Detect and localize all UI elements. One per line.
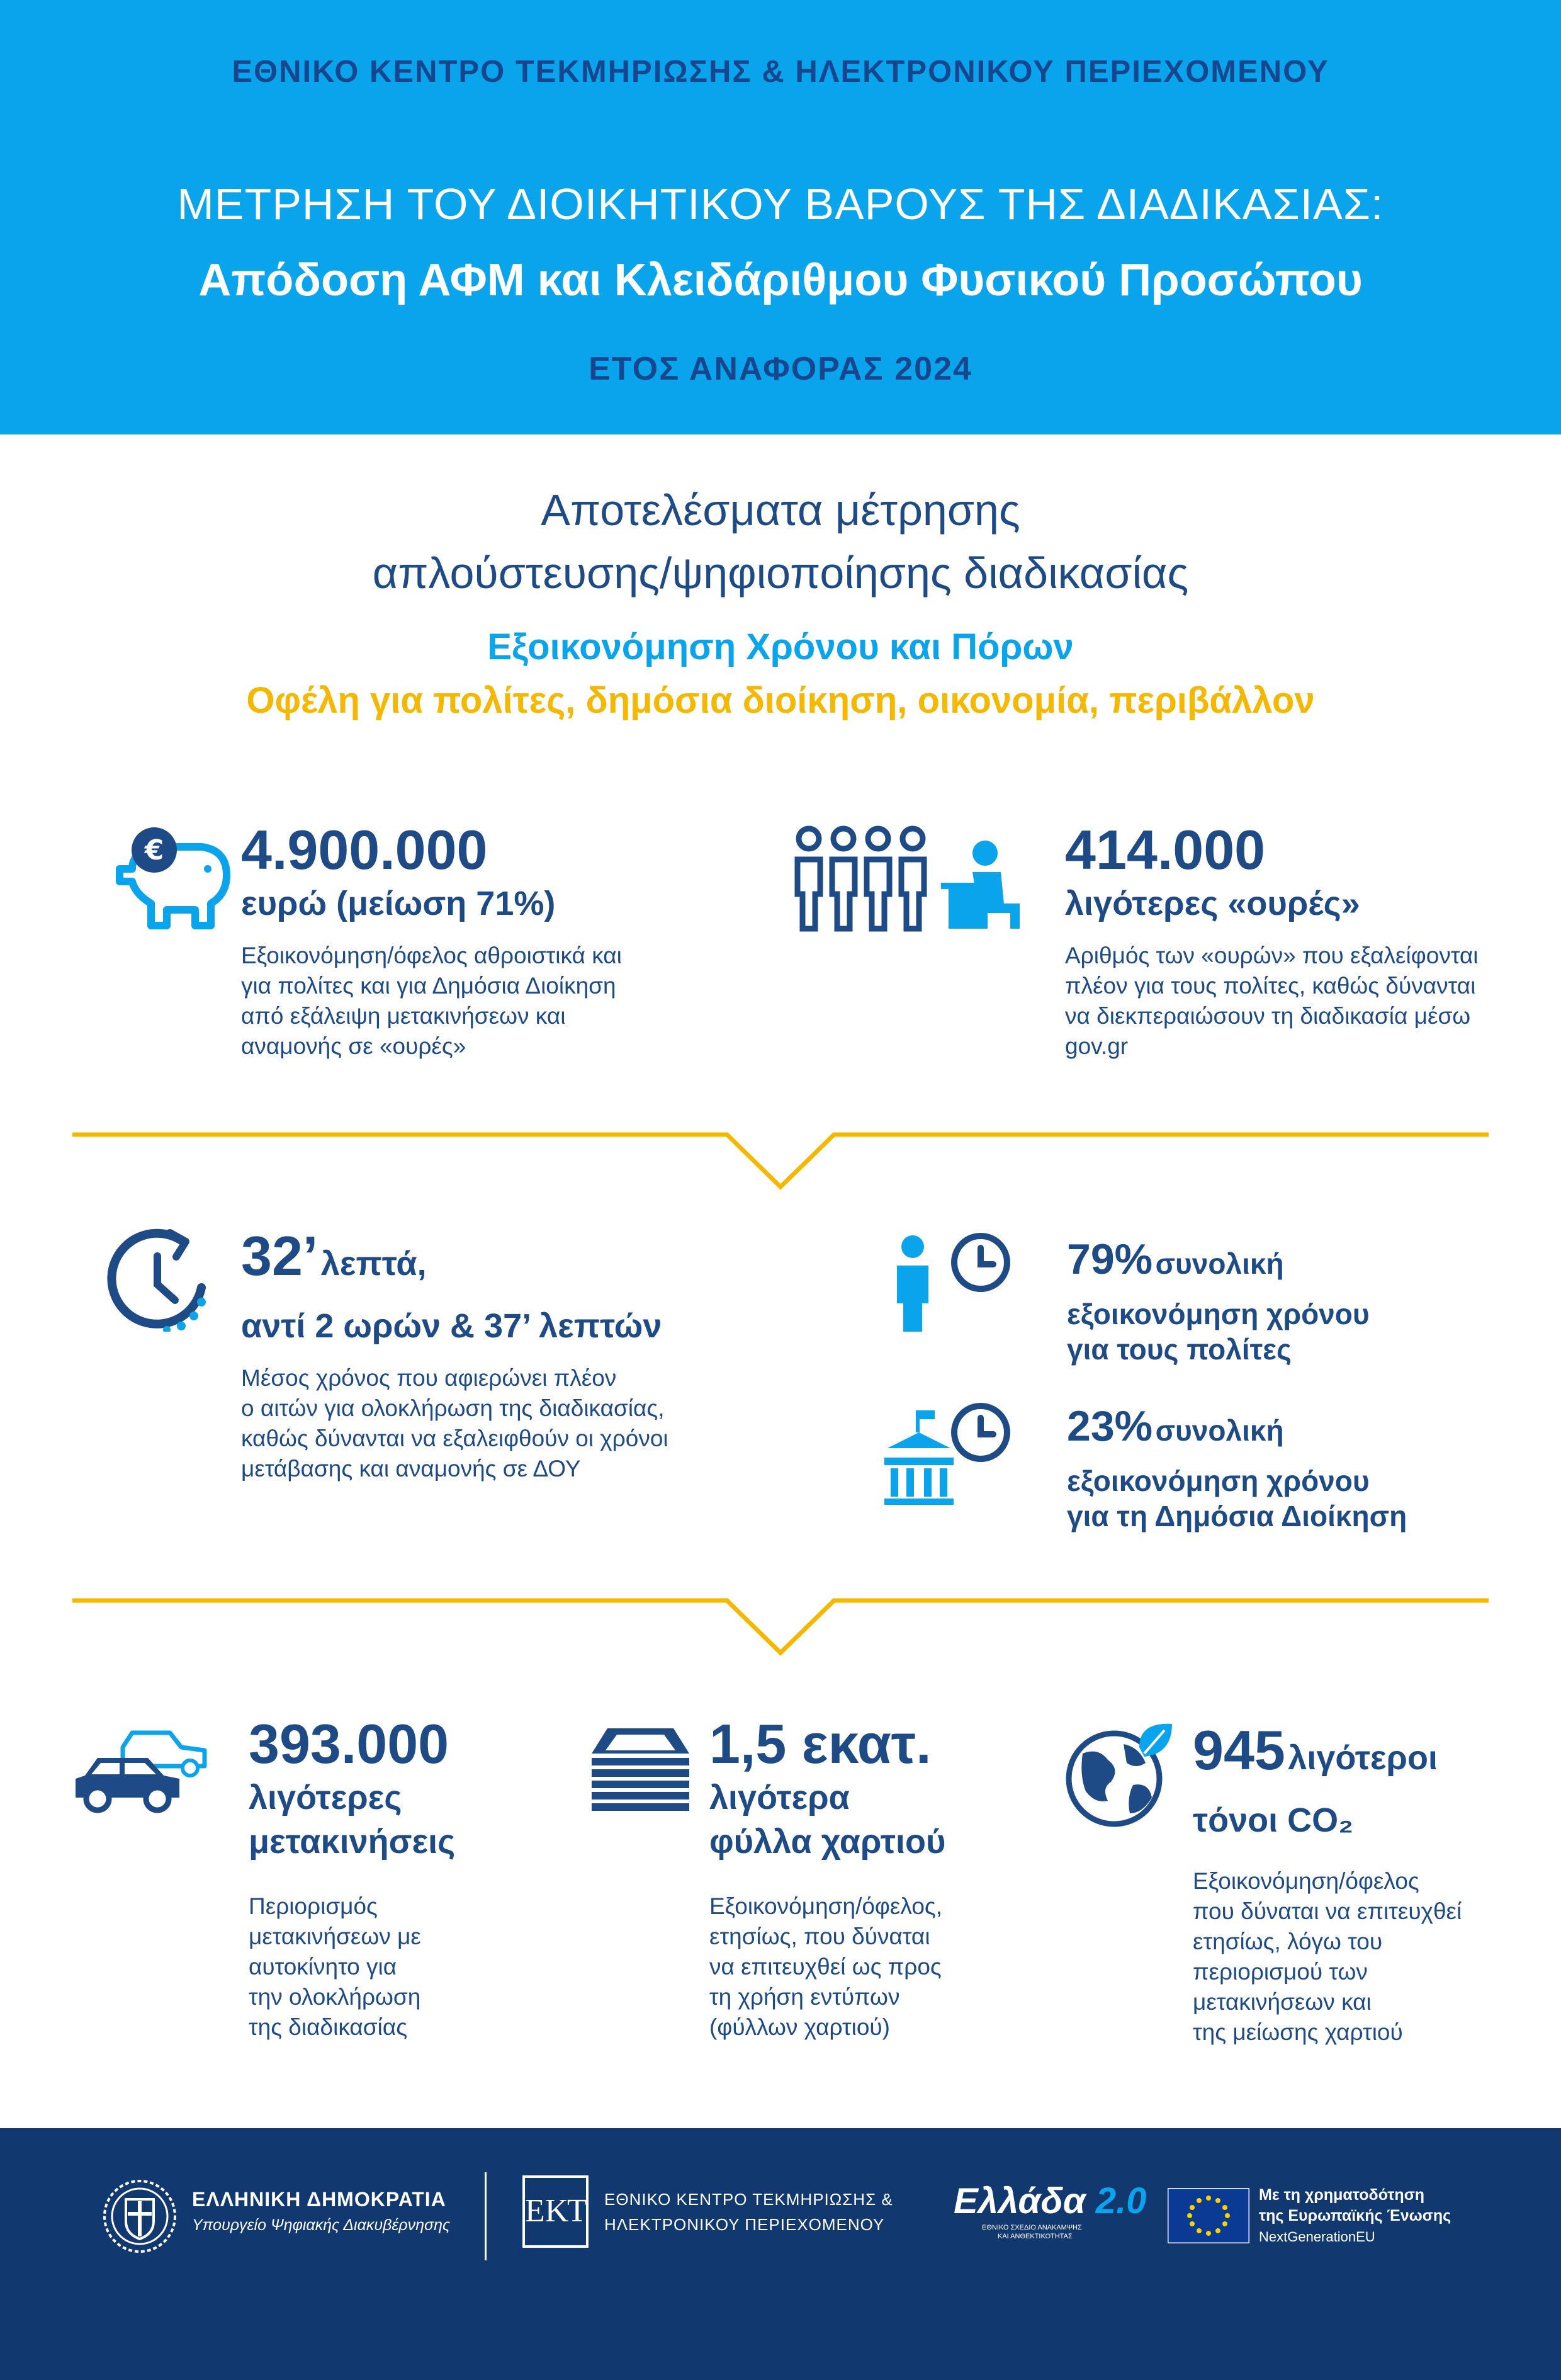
queues-unit: λιγότερες «ουρές» xyxy=(1065,885,1360,922)
republic-name: ΕΛΛΗΝΙΚΗ ΔΗΜΟΚΡΑΤΙΑ xyxy=(192,2188,446,2211)
ministry-name: Υπουργείο Ψηφιακής Διακυβέρνησης xyxy=(192,2216,451,2234)
svg-text:€: € xyxy=(144,834,164,866)
ellada-sub-2: ΚΑΙ ΑΝΘΕΚΤΙΚΟΤΗΤΑΣ xyxy=(998,2233,1073,2240)
trips-line-2: λιγότερες xyxy=(249,1779,402,1816)
citizens-word: συνολική xyxy=(1155,1247,1284,1280)
queues-value: 414.000 xyxy=(1065,819,1266,881)
title-line-1: ΜΕΤΡΗΣΗ ΤΟΥ ΔΙΟΙΚΗΤΙΚΟΥ ΒΑΡΟΥΣ ΤΗΣ ΔΙΑΔΙΚΑΣΙΑΣ: xyxy=(177,179,1384,229)
citizens-line-3: για τους πολίτες xyxy=(1067,1333,1292,1366)
co2-unit: λιγότεροι xyxy=(1288,1739,1438,1777)
queues-block xyxy=(1065,819,1543,1062)
time-block xyxy=(241,1225,776,1484)
reference-year: ΕΤΟΣ ΑΝΑΦΟΡΑΣ 2024 xyxy=(589,351,972,387)
time-compare: αντί 2 ωρών & 37’ λεπτών xyxy=(241,1307,662,1345)
ekt-name-line-1: ΕΘΝΙΚΟ ΚΕΝΤΡΟ ΤΕΚΜΗΡΙΩΣΗΣ & xyxy=(604,2190,893,2209)
eu-flag-icon xyxy=(1168,2188,1249,2243)
ekt-name-line-2: ΗΛΕΚΤΡΟΝΙΚΟΥ ΠΕΡΙΕΧΟΜΕΝΟΥ xyxy=(604,2215,885,2234)
eu-line-3: NextGenerationEU xyxy=(1259,2229,1375,2245)
piggy-bank-euro-icon xyxy=(107,825,239,935)
admin-line-2: εξοικονόμηση χρόνου xyxy=(1067,1465,1370,1497)
divider-chevron xyxy=(72,1124,1489,1193)
building-clock-icon xyxy=(881,1398,1013,1505)
time-unit: λεπτά, xyxy=(320,1245,427,1283)
greek-emblem-icon xyxy=(101,2177,179,2256)
co2-value: 945 xyxy=(1193,1719,1285,1781)
paper-line-3: φύλλα χαρτιού xyxy=(709,1823,946,1861)
queues-description: Αριθμός των «ουρών» που εξαλείφονται πλέον για τους πολίτες, καθώς δύνανται να διεκπεραιώσουν τη διαδικασία μέσω gov.gr xyxy=(1065,943,1479,1059)
intro-line-2: απλούστευσης/ψηφιοποίησης διαδικασίας xyxy=(372,548,1189,598)
intro-line-3: Εξοικονόμηση Χρόνου και Πόρων xyxy=(487,626,1074,667)
intro-line-1: Αποτελέσματα μέτρησης xyxy=(541,485,1020,535)
admin-block xyxy=(1067,1401,1545,1534)
eu-line-2: της Ευρωπαϊκής Ένωσης xyxy=(1259,2207,1451,2224)
organization-name: ΕΘΝΙΚΟ ΚΕΝΤΡΟ ΤΕΚΜΗΡΙΩΣΗΣ & ΗΛΕΚΤΡΟΝΙΚΟΥ ΠΕΡΙΕΧΟΜΕΝΟΥ xyxy=(232,55,1329,89)
trips-description: Περιορισμός μετακινήσεων με αυτοκίνητο για την ολοκλήρωση της διαδικασίας xyxy=(249,1893,421,2040)
time-description: Μέσος χρόνος που αφιερώνει πλέον ο αιτών για ολοκλήρωση της διαδικασίας, καθώς δύνανται να εξαλειφθούν οι χρόνοι μετάβασης και αναμονής σε ΔΟΥ xyxy=(241,1365,668,1482)
co2-description: Εξοικονόμηση/όφελος που δύναται να επιτευχθεί ετησίως, λόγω του περιορισμού των μετακινήσεων και της μείωσης χαρτιού xyxy=(1193,1868,1462,2045)
admin-line-3: για τη Δημόσια Διοίκηση xyxy=(1067,1500,1407,1533)
intro-section xyxy=(0,479,1561,729)
ellada-sub-1: ΕΘΝΙΚΟ ΣΧΕΔΙΟ ΑΝΑΚΑΜΨΗΣ xyxy=(982,2224,1082,2231)
paper-block xyxy=(709,1713,1062,2043)
money-unit: ευρώ (μείωση 71%) xyxy=(241,885,556,922)
title-line-2: Απόδοση ΑΦΜ και Κλειδάριθμου Φυσικού Προσώπου xyxy=(198,255,1363,305)
citizens-block xyxy=(1067,1234,1545,1367)
co2-line-2: τόνοι CO₂ xyxy=(1193,1801,1354,1839)
ellada-logo: Ελλάδα 2.0 xyxy=(954,2180,1147,2221)
citizens-value: 79% xyxy=(1067,1235,1153,1283)
divider-chevron xyxy=(72,1590,1489,1659)
paper-value: 1,5 εκατ. xyxy=(709,1713,932,1775)
paper-stack-icon xyxy=(589,1725,692,1816)
trips-line-3: μετακινήσεις xyxy=(249,1823,456,1861)
admin-word: συνολική xyxy=(1155,1414,1284,1447)
trips-block xyxy=(249,1713,576,2043)
header-banner xyxy=(0,0,1561,434)
money-description: Εξοικονόμηση/όφελος αθροιστικά και για πολίτες και για Δημόσια Διοίκηση από εξάλειψη μετακινήσεων και αναμονής σε «ουρές» xyxy=(241,943,622,1059)
footer-separator xyxy=(485,2172,487,2260)
queue-people-icon xyxy=(790,825,1029,935)
paper-description: Εξοικονόμηση/όφελος, ετησίως, που δύναται να επιτευχθεί ως προς τη χρήση εντύπων (φύλλων χαρτιού) xyxy=(709,1893,943,2040)
time-value: 32’ xyxy=(241,1225,318,1287)
eu-line-1: Με τη χρηματοδότηση xyxy=(1259,2186,1425,2204)
footer xyxy=(0,2128,1561,2380)
clock-icon xyxy=(107,1228,211,1332)
admin-value: 23% xyxy=(1067,1402,1153,1450)
paper-line-2: λιγότερα xyxy=(709,1779,850,1816)
globe-leaf-icon xyxy=(1064,1719,1177,1829)
money-block xyxy=(241,819,745,1062)
co2-block xyxy=(1193,1719,1552,2048)
intro-line-4: Οφέλη για πολίτες, δημόσια διοίκηση, οικονομία, περιβάλλον xyxy=(246,680,1315,721)
ekt-logo: ΕΚΤ xyxy=(522,2175,589,2248)
cars-icon xyxy=(69,1719,214,1813)
money-value: 4.900.000 xyxy=(241,819,488,881)
citizens-line-2: εξοικονόμηση χρόνου xyxy=(1067,1298,1370,1330)
trips-value: 393.000 xyxy=(249,1713,449,1775)
person-clock-icon xyxy=(888,1228,1013,1335)
